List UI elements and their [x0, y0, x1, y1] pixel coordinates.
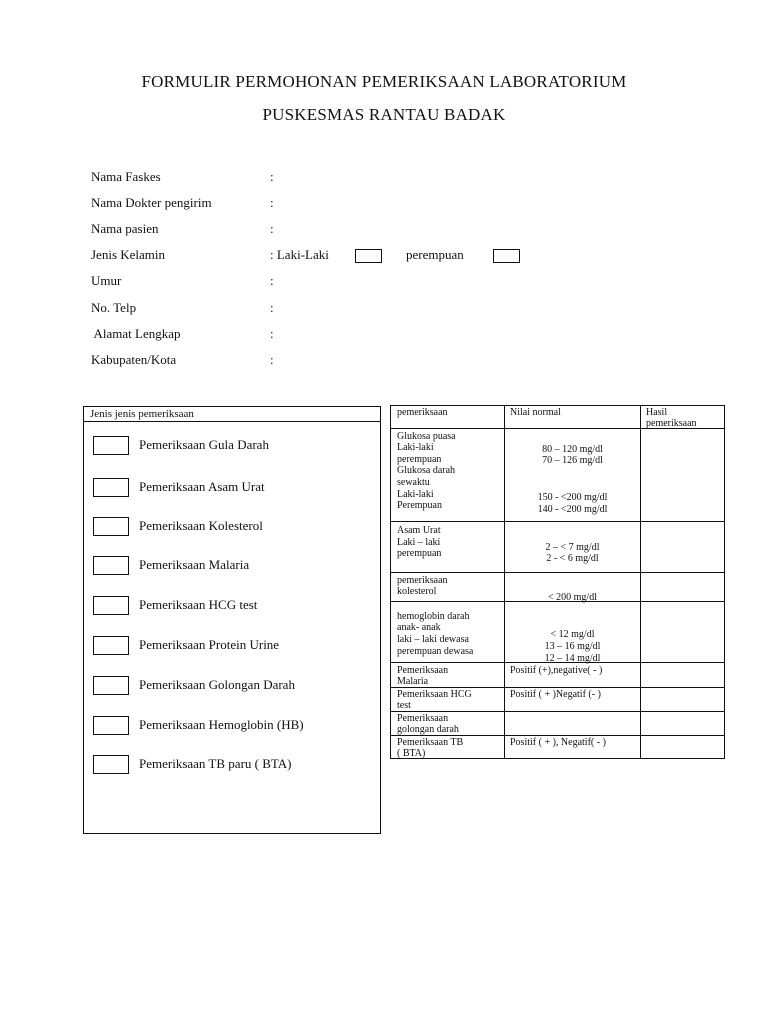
table-col-divider — [640, 405, 641, 759]
exam-checkbox-golongan-darah[interactable] — [93, 676, 129, 695]
form-title: FORMULIR PERMOHONAN PEMERIKSAAN LABORATORIUM — [141, 72, 627, 91]
glukosa-label: Laki-laki — [397, 489, 434, 500]
label-no-telp: No. Telp — [91, 300, 137, 315]
asam-urat-normal: 2 - < 6 mg/dl — [546, 553, 599, 564]
tb-label: Pemeriksaan TB — [397, 737, 464, 748]
results-table — [390, 405, 725, 759]
label-nama-pasien: Nama pasien — [91, 221, 159, 236]
exam-checkbox-malaria[interactable] — [93, 556, 129, 575]
exam-checklist-header: Jenis jenis pemeriksaan — [84, 407, 380, 422]
glukosa-normal: 80 – 120 mg/dl — [542, 444, 603, 455]
header-result-1: Hasil — [646, 407, 668, 418]
glukosa-label: perempuan — [397, 454, 442, 465]
exam-label: Pemeriksaan Gula Darah — [139, 437, 269, 452]
exam-label: Pemeriksaan Kolesterol — [139, 518, 263, 533]
golongan-label: Pemeriksaan — [397, 713, 449, 724]
hemoglobin-normal: 12 – 14 mg/dl — [544, 653, 601, 664]
colon-nama-faskes: : — [270, 169, 274, 184]
asam-urat-label: Laki – laki — [397, 537, 441, 548]
header-result-2: pemeriksaan — [646, 418, 697, 429]
header-exam: pemeriksaan — [397, 407, 448, 418]
malaria-label: Pemeriksaan — [397, 665, 449, 676]
exam-checkbox-hemoglobin[interactable] — [93, 716, 129, 735]
asam-urat-label: Asam Urat — [397, 525, 441, 536]
exam-label: Pemeriksaan Asam Urat — [139, 479, 265, 494]
glukosa-normal: 150 - <200 mg/dl — [537, 492, 608, 503]
glukosa-label: Laki-laki — [397, 442, 434, 453]
asam-urat-normal: 2 – < 7 mg/dl — [545, 542, 600, 553]
asam-urat-label: perempuan — [397, 548, 442, 559]
table-border-left — [390, 405, 391, 759]
exam-label: Pemeriksaan TB paru ( BTA) — [139, 756, 292, 771]
hcg-label: test — [397, 700, 411, 711]
exam-label: Pemeriksaan Golongan Darah — [139, 677, 295, 692]
label-nama-dokter: Nama Dokter pengirim — [91, 195, 212, 210]
hcg-normal: Positif ( + )Negatif (- ) — [510, 689, 601, 700]
exam-label: Pemeriksaan Malaria — [139, 557, 250, 572]
colon-alamat: : — [270, 326, 274, 341]
tb-normal: Positif ( + ), Negatif( - ) — [510, 737, 606, 748]
hemoglobin-label: hemoglobin darah — [397, 611, 470, 622]
exam-label: Pemeriksaan Protein Urine — [139, 637, 280, 652]
label-alamat: Alamat Lengkap — [91, 326, 181, 341]
table-row-divider — [390, 711, 725, 712]
exam-checkbox-protein-urine[interactable] — [93, 636, 129, 655]
exam-checklist — [83, 406, 381, 834]
table-row-divider — [390, 521, 725, 522]
exam-label: Pemeriksaan Hemoglobin (HB) — [139, 717, 304, 732]
label-jenis-kelamin: Jenis Kelamin — [91, 247, 166, 262]
golongan-label: golongan darah — [397, 724, 459, 735]
table-border-right — [724, 405, 725, 759]
exam-checkbox-asam-urat[interactable] — [93, 478, 129, 497]
colon-kabupaten: : — [270, 352, 274, 367]
table-row-divider — [390, 735, 725, 736]
kolesterol-label: kolesterol — [397, 586, 437, 597]
hemoglobin-label: anak- anak — [397, 622, 441, 633]
exam-checkbox-tb-paru[interactable] — [93, 755, 129, 774]
gender-female-label: perempuan — [406, 247, 464, 262]
table-row-divider — [390, 687, 725, 688]
malaria-label: Malaria — [397, 676, 429, 687]
hemoglobin-normal: < 12 mg/dl — [550, 629, 595, 640]
kolesterol-label: pemeriksaan — [397, 575, 448, 586]
table-row-divider — [390, 572, 725, 573]
table-border-bottom — [390, 758, 725, 759]
hemoglobin-label: perempuan dewasa — [397, 646, 474, 657]
glukosa-normal: 70 – 126 mg/dl — [542, 455, 603, 466]
label-umur: Umur — [91, 273, 122, 288]
label-nama-faskes: Nama Faskes — [91, 169, 161, 184]
gender-female-checkbox[interactable] — [493, 249, 520, 263]
hemoglobin-normal: 13 – 16 mg/dl — [544, 641, 601, 652]
form-subtitle: PUSKESMAS RANTAU BADAK — [262, 105, 506, 124]
colon-nama-pasien: : — [270, 221, 274, 236]
hcg-label: Pemeriksaan HCG — [397, 689, 472, 700]
exam-label: Pemeriksaan HCG test — [139, 597, 258, 612]
glukosa-label: Perempuan — [397, 500, 442, 511]
colon-no-telp: : — [270, 300, 274, 315]
table-border-top — [390, 405, 725, 406]
gender-male-label: : Laki-Laki — [270, 247, 329, 262]
tb-label: ( BTA) — [397, 748, 426, 759]
glukosa-label: Glukosa puasa — [397, 431, 456, 442]
kolesterol-normal: < 200 mg/dl — [548, 592, 597, 603]
exam-checkbox-hcg[interactable] — [93, 596, 129, 615]
colon-nama-dokter: : — [270, 195, 274, 210]
hemoglobin-label: laki – laki dewasa — [397, 634, 469, 645]
header-normal: Nilai normal — [510, 407, 561, 418]
glukosa-label: sewaktu — [397, 477, 430, 488]
exam-checkbox-kolesterol[interactable] — [93, 517, 129, 536]
gender-male-checkbox[interactable] — [355, 249, 382, 263]
exam-checkbox-gula-darah[interactable] — [93, 436, 129, 455]
malaria-normal: Positif (+),negative( - ) — [510, 665, 603, 676]
label-kabupaten: Kabupaten/Kota — [91, 352, 177, 367]
glukosa-normal: 140 - <200 mg/dl — [537, 504, 608, 515]
colon-umur: : — [270, 273, 274, 288]
glukosa-label: Glukosa darah — [397, 465, 456, 476]
